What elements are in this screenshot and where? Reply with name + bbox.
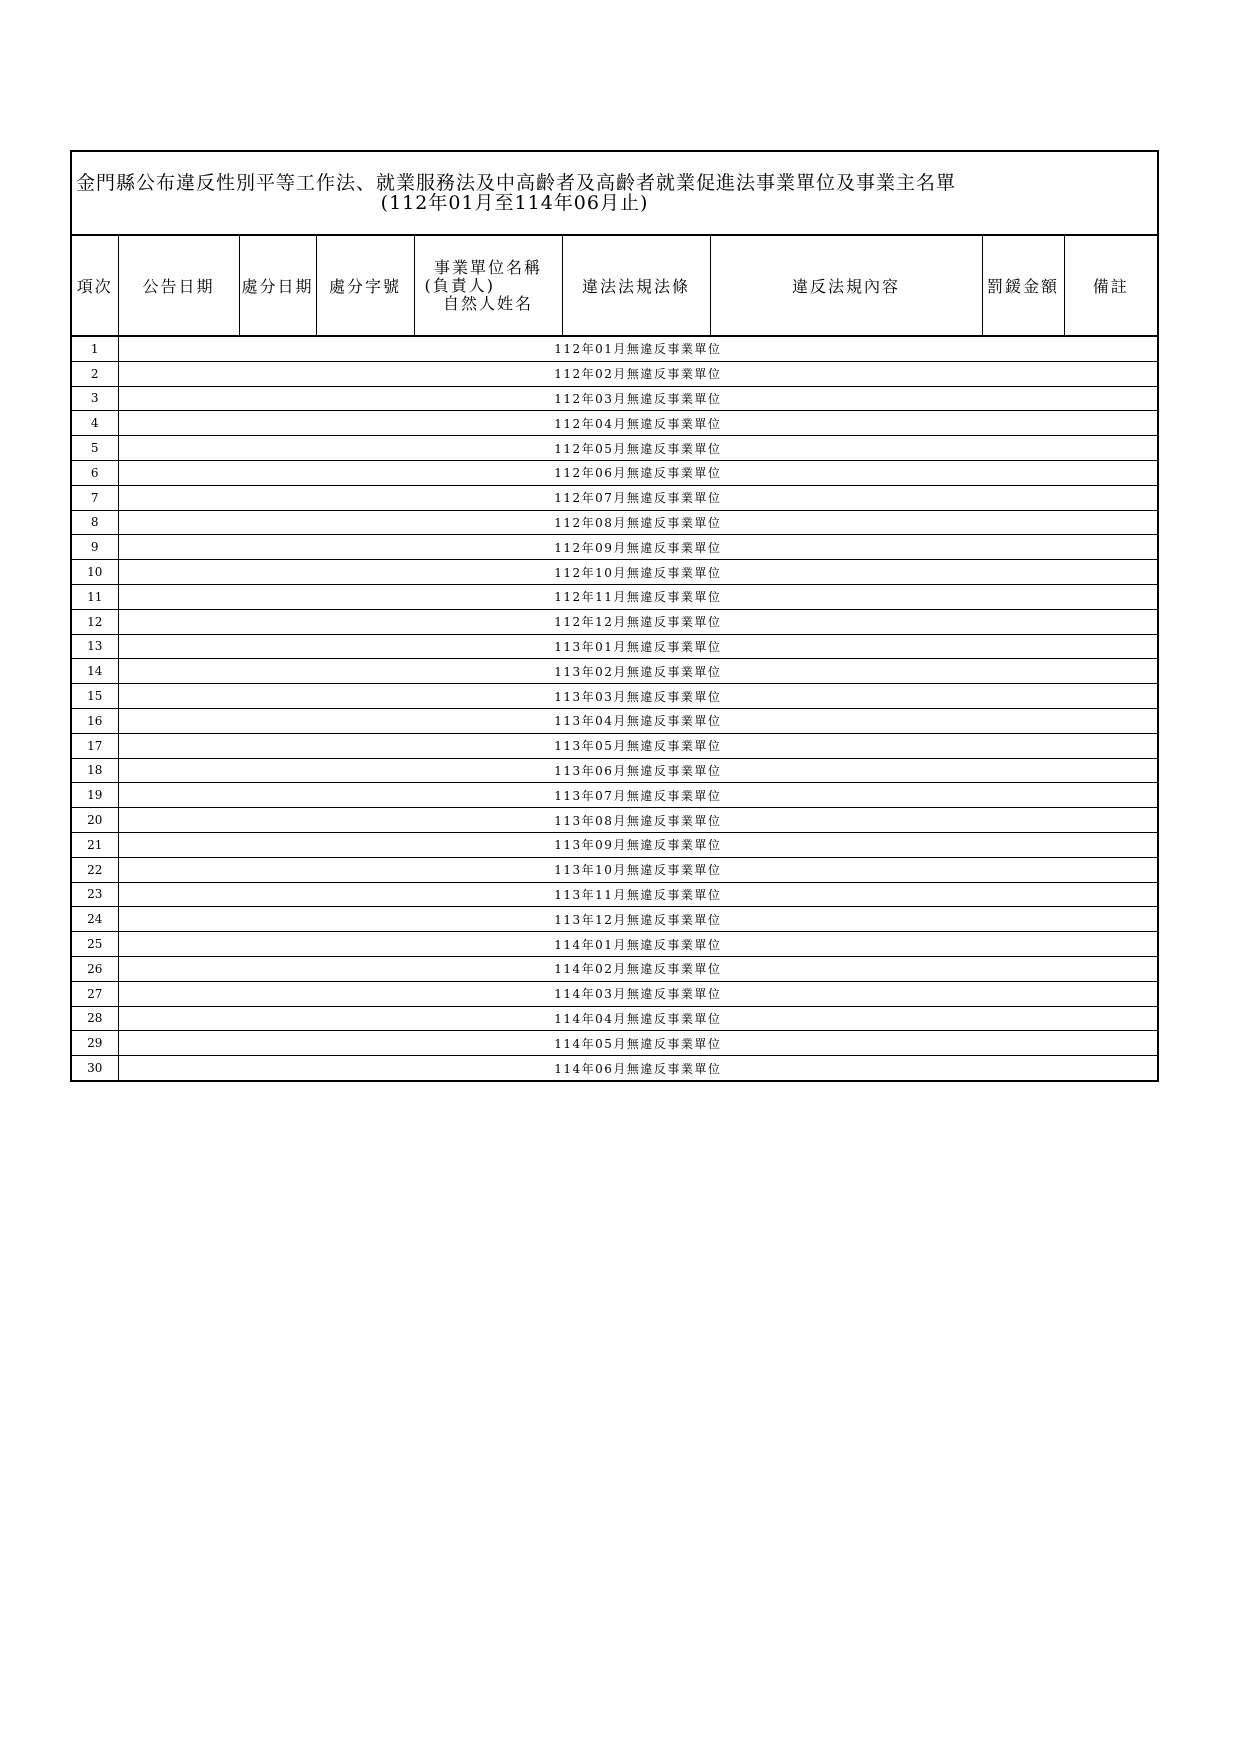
- row-item-no: 10: [71, 560, 118, 585]
- row-item-no: 7: [71, 485, 118, 510]
- title-line-2: (112年01月至114年06月止): [380, 192, 649, 214]
- table-row: [71, 535, 1158, 560]
- row-item-no: 28: [71, 1006, 118, 1031]
- row-item-no: 13: [71, 634, 118, 659]
- row-item-no: 22: [71, 857, 118, 882]
- row-item-no: 17: [71, 733, 118, 758]
- row-item-no: 8: [71, 510, 118, 535]
- row-no-violation-note: 112年07月無違反事業單位: [118, 485, 1158, 510]
- header-law-article: 違法法規法條: [562, 235, 710, 336]
- row-no-violation-note: 112年04月無違反事業單位: [118, 411, 1158, 436]
- row-no-violation-note: 113年04月無違反事業單位: [118, 708, 1158, 733]
- table-row: [71, 436, 1158, 461]
- row-no-violation-note: 113年10月無違反事業單位: [118, 857, 1158, 882]
- table-row: [71, 584, 1158, 609]
- row-item-no: 15: [71, 684, 118, 709]
- column-header-row: [71, 235, 1158, 336]
- table-row: [71, 708, 1158, 733]
- row-item-no: 23: [71, 882, 118, 907]
- row-item-no: 9: [71, 535, 118, 560]
- row-no-violation-note: 114年01月無違反事業單位: [118, 932, 1158, 957]
- row-no-violation-note: 112年11月無違反事業單位: [118, 584, 1158, 609]
- row-no-violation-note: 112年12月無違反事業單位: [118, 609, 1158, 634]
- row-item-no: 27: [71, 981, 118, 1006]
- row-no-violation-note: 113年05月無違反事業單位: [118, 733, 1158, 758]
- row-no-violation-note: 113年06月無違反事業單位: [118, 758, 1158, 783]
- table-row: [71, 1031, 1158, 1056]
- table-row: [71, 560, 1158, 585]
- row-item-no: 18: [71, 758, 118, 783]
- table-row: [71, 485, 1158, 510]
- table-row: [71, 609, 1158, 634]
- row-no-violation-note: 112年03月無違反事業單位: [118, 386, 1158, 411]
- row-item-no: 5: [71, 436, 118, 461]
- row-item-no: 12: [71, 609, 118, 634]
- row-no-violation-note: 113年08月無違反事業單位: [118, 808, 1158, 833]
- row-item-no: 29: [71, 1031, 118, 1056]
- header-violation-content: 違反法規內容: [710, 235, 982, 336]
- table-row: [71, 956, 1158, 981]
- table-row: [71, 411, 1158, 436]
- table-row: [71, 857, 1158, 882]
- row-no-violation-note: 112年06月無違反事業單位: [118, 460, 1158, 485]
- row-item-no: 30: [71, 1056, 118, 1081]
- header-remarks: 備註: [1064, 235, 1158, 336]
- table-row: [71, 336, 1158, 361]
- header-item-no: 項次: [71, 235, 118, 336]
- row-no-violation-note: 114年06月無違反事業單位: [118, 1056, 1158, 1081]
- row-item-no: 1: [71, 336, 118, 361]
- header-employer-line-1: 事業單位名稱: [433, 257, 542, 277]
- row-no-violation-note: 113年12月無違反事業單位: [118, 907, 1158, 932]
- table-row: [71, 758, 1158, 783]
- header-fine-amount: 罰鍰金額: [982, 235, 1064, 336]
- row-no-violation-note: 113年09月無違反事業單位: [118, 832, 1158, 857]
- row-item-no: 24: [71, 907, 118, 932]
- header-employer-line-3: 自然人姓名: [442, 293, 533, 313]
- table-row: [71, 634, 1158, 659]
- row-item-no: 11: [71, 584, 118, 609]
- row-no-violation-note: 112年02月無違反事業單位: [118, 361, 1158, 386]
- row-no-violation-note: 112年05月無違反事業單位: [118, 436, 1158, 461]
- table-row: [71, 783, 1158, 808]
- row-item-no: 16: [71, 708, 118, 733]
- row-no-violation-note: 114年02月無違反事業單位: [118, 956, 1158, 981]
- row-no-violation-note: 114年03月無違反事業單位: [118, 981, 1158, 1006]
- row-no-violation-note: 113年02月無違反事業單位: [118, 659, 1158, 684]
- row-no-violation-note: 112年01月無違反事業單位: [118, 336, 1158, 361]
- row-item-no: 3: [71, 386, 118, 411]
- header-penalty-date: 處分日期: [239, 235, 316, 336]
- document-title: [71, 151, 1158, 235]
- row-item-no: 2: [71, 361, 118, 386]
- violation-list-table: [70, 150, 1159, 1082]
- table-row: [71, 460, 1158, 485]
- table-row: [71, 733, 1158, 758]
- table-row: [71, 882, 1158, 907]
- table-row: [71, 684, 1158, 709]
- table-row: [71, 659, 1158, 684]
- row-no-violation-note: 114年04月無違反事業單位: [118, 1006, 1158, 1031]
- header-employer-line-2: (負責人): [424, 275, 495, 295]
- table-row: [71, 932, 1158, 957]
- table-row: [71, 361, 1158, 386]
- row-no-violation-note: 113年01月無違反事業單位: [118, 634, 1158, 659]
- table-row: [71, 386, 1158, 411]
- table-row: [71, 832, 1158, 857]
- row-item-no: 20: [71, 808, 118, 833]
- row-item-no: 6: [71, 460, 118, 485]
- table-row: [71, 907, 1158, 932]
- header-announce-date: 公告日期: [118, 235, 239, 336]
- row-no-violation-note: 112年08月無違反事業單位: [118, 510, 1158, 535]
- table-row: [71, 808, 1158, 833]
- row-no-violation-note: 112年10月無違反事業單位: [118, 560, 1158, 585]
- row-item-no: 14: [71, 659, 118, 684]
- table-body: [71, 336, 1158, 1081]
- row-no-violation-note: 114年05月無違反事業單位: [118, 1031, 1158, 1056]
- table-row: [71, 981, 1158, 1006]
- table-row: [71, 1056, 1158, 1081]
- row-item-no: 4: [71, 411, 118, 436]
- header-penalty-ref: 處分字號: [316, 235, 414, 336]
- table-row: [71, 1006, 1158, 1031]
- row-item-no: 25: [71, 932, 118, 957]
- row-no-violation-note: 113年11月無違反事業單位: [118, 882, 1158, 907]
- row-no-violation-note: 112年09月無違反事業單位: [118, 535, 1158, 560]
- header-employer: [414, 235, 562, 336]
- table-row: [71, 510, 1158, 535]
- row-no-violation-note: 113年03月無違反事業單位: [118, 684, 1158, 709]
- row-item-no: 26: [71, 956, 118, 981]
- row-item-no: 19: [71, 783, 118, 808]
- title-line-1: 金門縣公布違反性別平等工作法、就業服務法及中高齡者及高齡者就業促進法事業單位及事業主名單: [76, 172, 957, 194]
- row-no-violation-note: 113年07月無違反事業單位: [118, 783, 1158, 808]
- row-item-no: 21: [71, 832, 118, 857]
